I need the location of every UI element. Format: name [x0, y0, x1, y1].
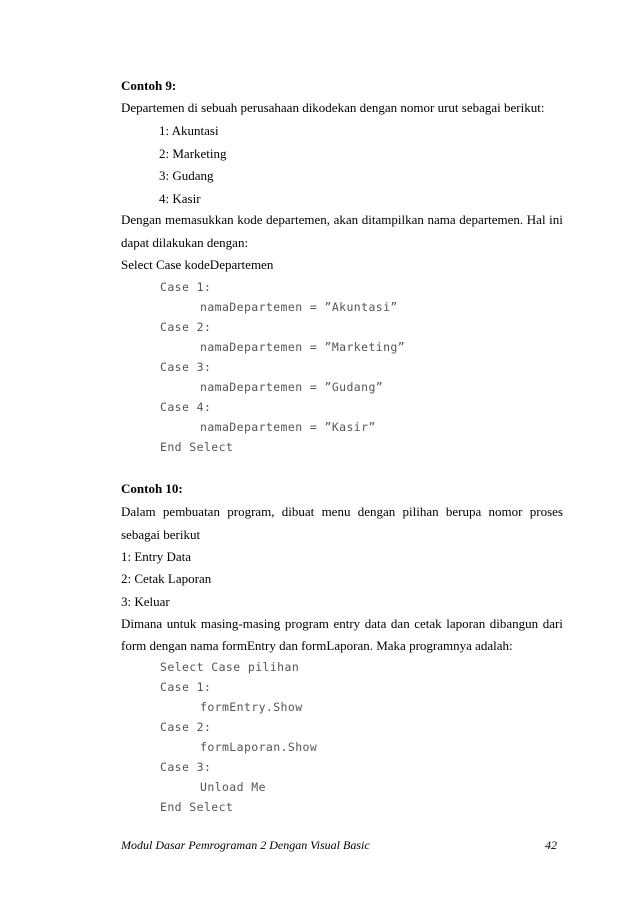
example9-paragraph-line2: dapat dilakukan dengan: — [121, 235, 249, 250]
justified-word: entry — [333, 616, 361, 631]
example10-paragraph2-line1 — [121, 616, 563, 632]
code-line: namaDepartemen = ”Marketing” — [200, 340, 406, 354]
justified-word: nama — [427, 212, 456, 227]
justified-word: berupa — [445, 504, 482, 519]
list-item: 3: Keluar — [121, 594, 170, 609]
code-line: Unload Me — [200, 780, 266, 794]
justified-word: pilihan — [402, 504, 439, 519]
example9-intro: Departemen di sebuah perusahaan dikodekan dengan nomor urut sebagai berikut: — [121, 100, 545, 115]
justified-word: Dimana — [121, 616, 163, 631]
example9-heading: Contoh 9: — [121, 78, 177, 93]
code-line: formEntry.Show — [200, 700, 303, 714]
page-number: 42 — [545, 838, 557, 852]
code-line: Case 1: — [160, 280, 212, 294]
code-line: End Select — [160, 440, 234, 454]
list-item: 1: Entry Data — [121, 549, 192, 564]
justified-word: program — [284, 616, 329, 631]
justified-word: dan — [390, 616, 410, 631]
justified-word: departemen. — [459, 212, 524, 227]
list-item: 4: Kasir — [159, 191, 201, 206]
justified-word: departemen, — [266, 212, 331, 227]
justified-word: cetak — [414, 616, 442, 631]
justified-word: Dalam — [121, 504, 156, 519]
justified-word: program, — [227, 504, 275, 519]
justified-word: Hal — [526, 212, 546, 227]
code-line: Case 1: — [160, 680, 212, 694]
code-line: namaDepartemen = ”Gudang” — [200, 380, 384, 394]
justified-word: ini — [549, 212, 563, 227]
justified-word: nomor — [488, 504, 523, 519]
justified-word: masing-masing — [200, 616, 281, 631]
example10-paragraph2-line2: form dengan nama formEntry dan formLaporan. Maka programnya adalah: — [121, 638, 513, 653]
code-line: Select Case pilihan — [160, 660, 300, 674]
footer-title: Modul Dasar Pemrograman 2 Dengan Visual Basic — [121, 838, 370, 852]
justified-word: dibangun — [489, 616, 539, 631]
code-line: Case 2: — [160, 720, 212, 734]
code-line: formLaporan.Show — [200, 740, 318, 754]
example9-select-line: Select Case kodeDepartemen — [121, 257, 274, 272]
justified-word: akan — [333, 212, 359, 227]
justified-word: proses — [529, 504, 563, 519]
example10-heading: Contoh 10: — [121, 481, 183, 496]
justified-word: kode — [237, 212, 263, 227]
justified-word: ditampilkan — [361, 212, 424, 227]
code-line: namaDepartemen = ”Kasir” — [200, 420, 376, 434]
example9-paragraph-line1 — [121, 212, 563, 228]
justified-word: dari — [542, 616, 563, 631]
example10-paragraph1-line2: sebagai berikut — [121, 527, 201, 542]
code-line: End Select — [160, 800, 234, 814]
list-item: 2: Marketing — [159, 146, 227, 161]
justified-word: dibuat — [281, 504, 315, 519]
justified-word: memasukkan — [165, 212, 234, 227]
justified-word: data — [364, 616, 387, 631]
justified-word: menu — [321, 504, 351, 519]
justified-word: pembuatan — [162, 504, 220, 519]
justified-word: Dengan — [121, 212, 162, 227]
code-line: namaDepartemen = ”Akuntasi” — [200, 300, 398, 314]
justified-word: untuk — [166, 616, 197, 631]
code-line: Case 2: — [160, 320, 212, 334]
list-item: 1: Akuntasi — [159, 123, 219, 138]
example10-paragraph1-line1 — [121, 504, 563, 520]
code-line: Case 3: — [160, 360, 212, 374]
code-line: Case 3: — [160, 760, 212, 774]
justified-word: dengan — [357, 504, 396, 519]
list-item: 2: Cetak Laporan — [121, 571, 212, 586]
list-item: 3: Gudang — [159, 168, 214, 183]
justified-word: laporan — [446, 616, 486, 631]
code-line: Case 4: — [160, 400, 212, 414]
